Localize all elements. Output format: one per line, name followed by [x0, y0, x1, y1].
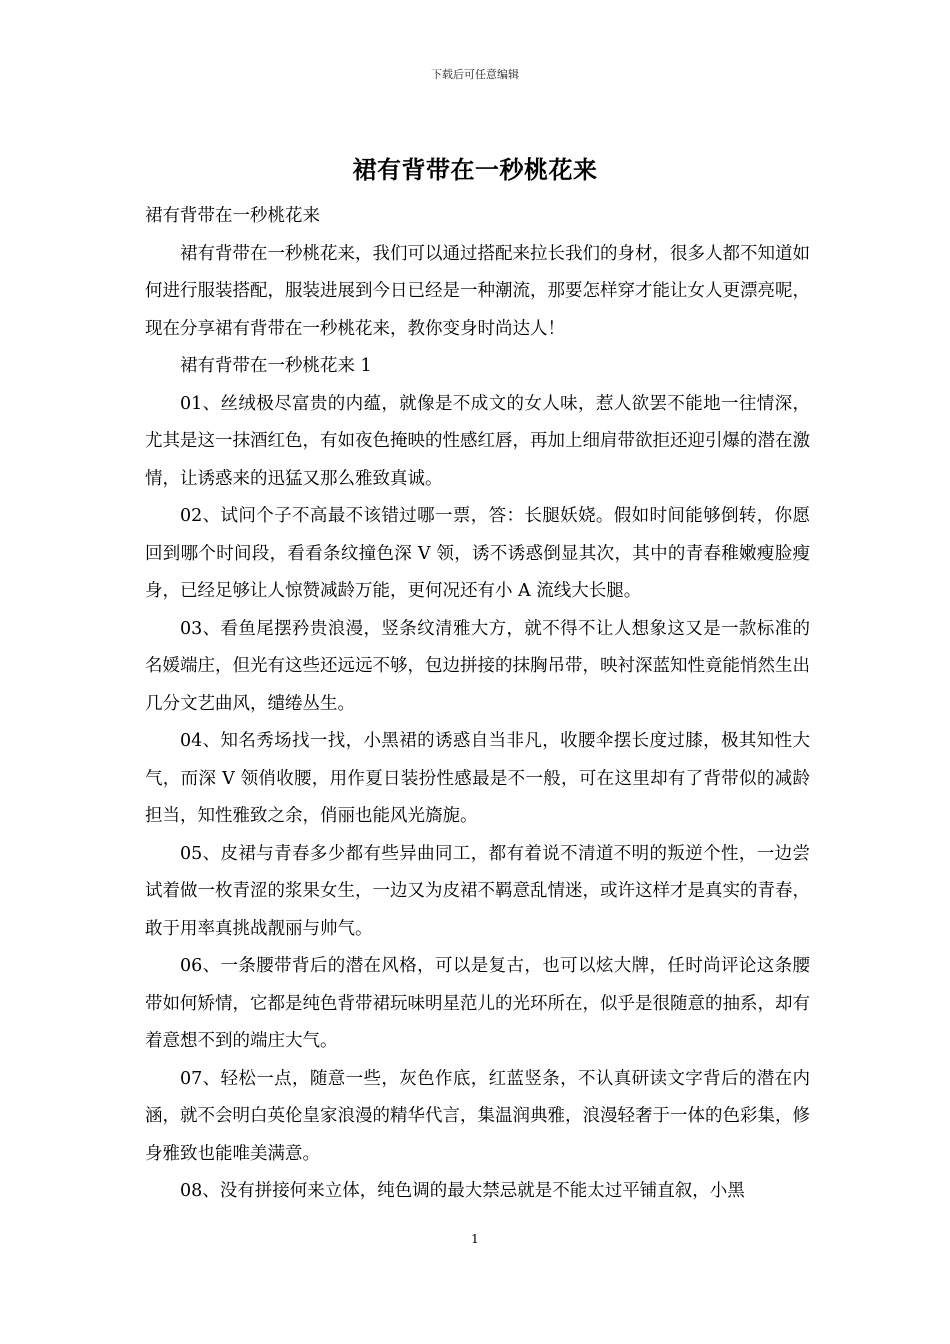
paragraph-07: 07、轻松一点，随意一些，灰色作底，红蓝竖条，不认真研读文字背后的潜在内涵，就不会明白英伦皇家浪漫的精华代言，集温润典雅，浪漫轻奢于一体的色彩集，修身雅致也能唯美满意。: [145, 1068, 810, 1164]
paragraph-04: 04、知名秀场找一找，小黑裙的诱惑自当非凡，收腰伞摆长度过膝，极其知性大气，而深 V 领俏收腰，用作夏日装扮性感最是不一般，可在这里却有了背带似的减龄担当，知性雅致之余，俏丽也能风光旖旎。: [145, 731, 810, 826]
paragraph-05: 05、皮裙与青春多少都有些异曲同工，都有着说不清道不明的叛逆个性，一边尝试着做一枚青涩的浆果女生，一边又为皮裙不羁意乱情迷，或许这样才是真实的青春，敢于用率真挑战靓丽与帅气。: [145, 843, 810, 939]
header-note: 下载后可任意编辑: [431, 68, 519, 81]
subtitle-line: 裙有背带在一秒桃花来: [145, 206, 320, 226]
section-heading: 裙有背带在一秒桃花来 1: [180, 356, 372, 376]
paragraph-02: 02、试问个子不高最不该错过哪一票，答：长腿妖娆。假如时间能够倒转，你愿回到哪个时间段，看看条纹撞色深 V 领，诱不诱惑倒显其次，其中的青春稚嫩瘦脸瘦身，已经足够让人惊赞减龄万能，更何况还有小 A 流线大长腿。: [145, 506, 810, 601]
paragraph-01: 01、丝绒极尽富贵的内蕴，就像是不成文的女人味，惹人欲罢不能地一往情深，尤其是这一抹酒红色，有如夜色掩映的性感红唇，再加上细肩带欲拒还迎引爆的潜在激情，让诱惑来的迅猛又那么雅致真诚。: [145, 393, 810, 489]
paragraph-08: 08、没有拼接何来立体，纯色调的最大禁忌就是不能太过平铺直叙，小黑: [180, 1181, 745, 1201]
page-number: 1: [471, 1232, 479, 1246]
document-title: 裙有背带在一秒桃花来: [352, 155, 598, 184]
document-body: [145, 198, 810, 1211]
paragraph-03: 03、看鱼尾摆矜贵浪漫，竖条纹清雅大方，就不得不让人想象这又是一款标准的名媛端庄，但光有这些还远远不够，包边拼接的抹胸吊带，映衬深蓝知性竟能悄然生出几分文艺曲风，缱绻丛生。: [145, 618, 810, 714]
paragraph-06: 06、一条腰带背后的潜在风格，可以是复古，也可以炫大牌，任时尚评论这条腰带如何矫情，它都是纯色背带裙玩味明星范儿的光环所在，似乎是很随意的抽系，却有着意想不到的端庄大气。: [145, 956, 810, 1051]
intro-paragraph: 裙有背带在一秒桃花来，我们可以通过搭配来拉长我们的身材，很多人都不知道如何进行服装搭配，服装进展到今日已经是一种潮流，那要怎样穿才能让女人更漂亮呢，现在分享裙有背带在一秒桃花来，教你变身时尚达人！: [145, 243, 810, 339]
